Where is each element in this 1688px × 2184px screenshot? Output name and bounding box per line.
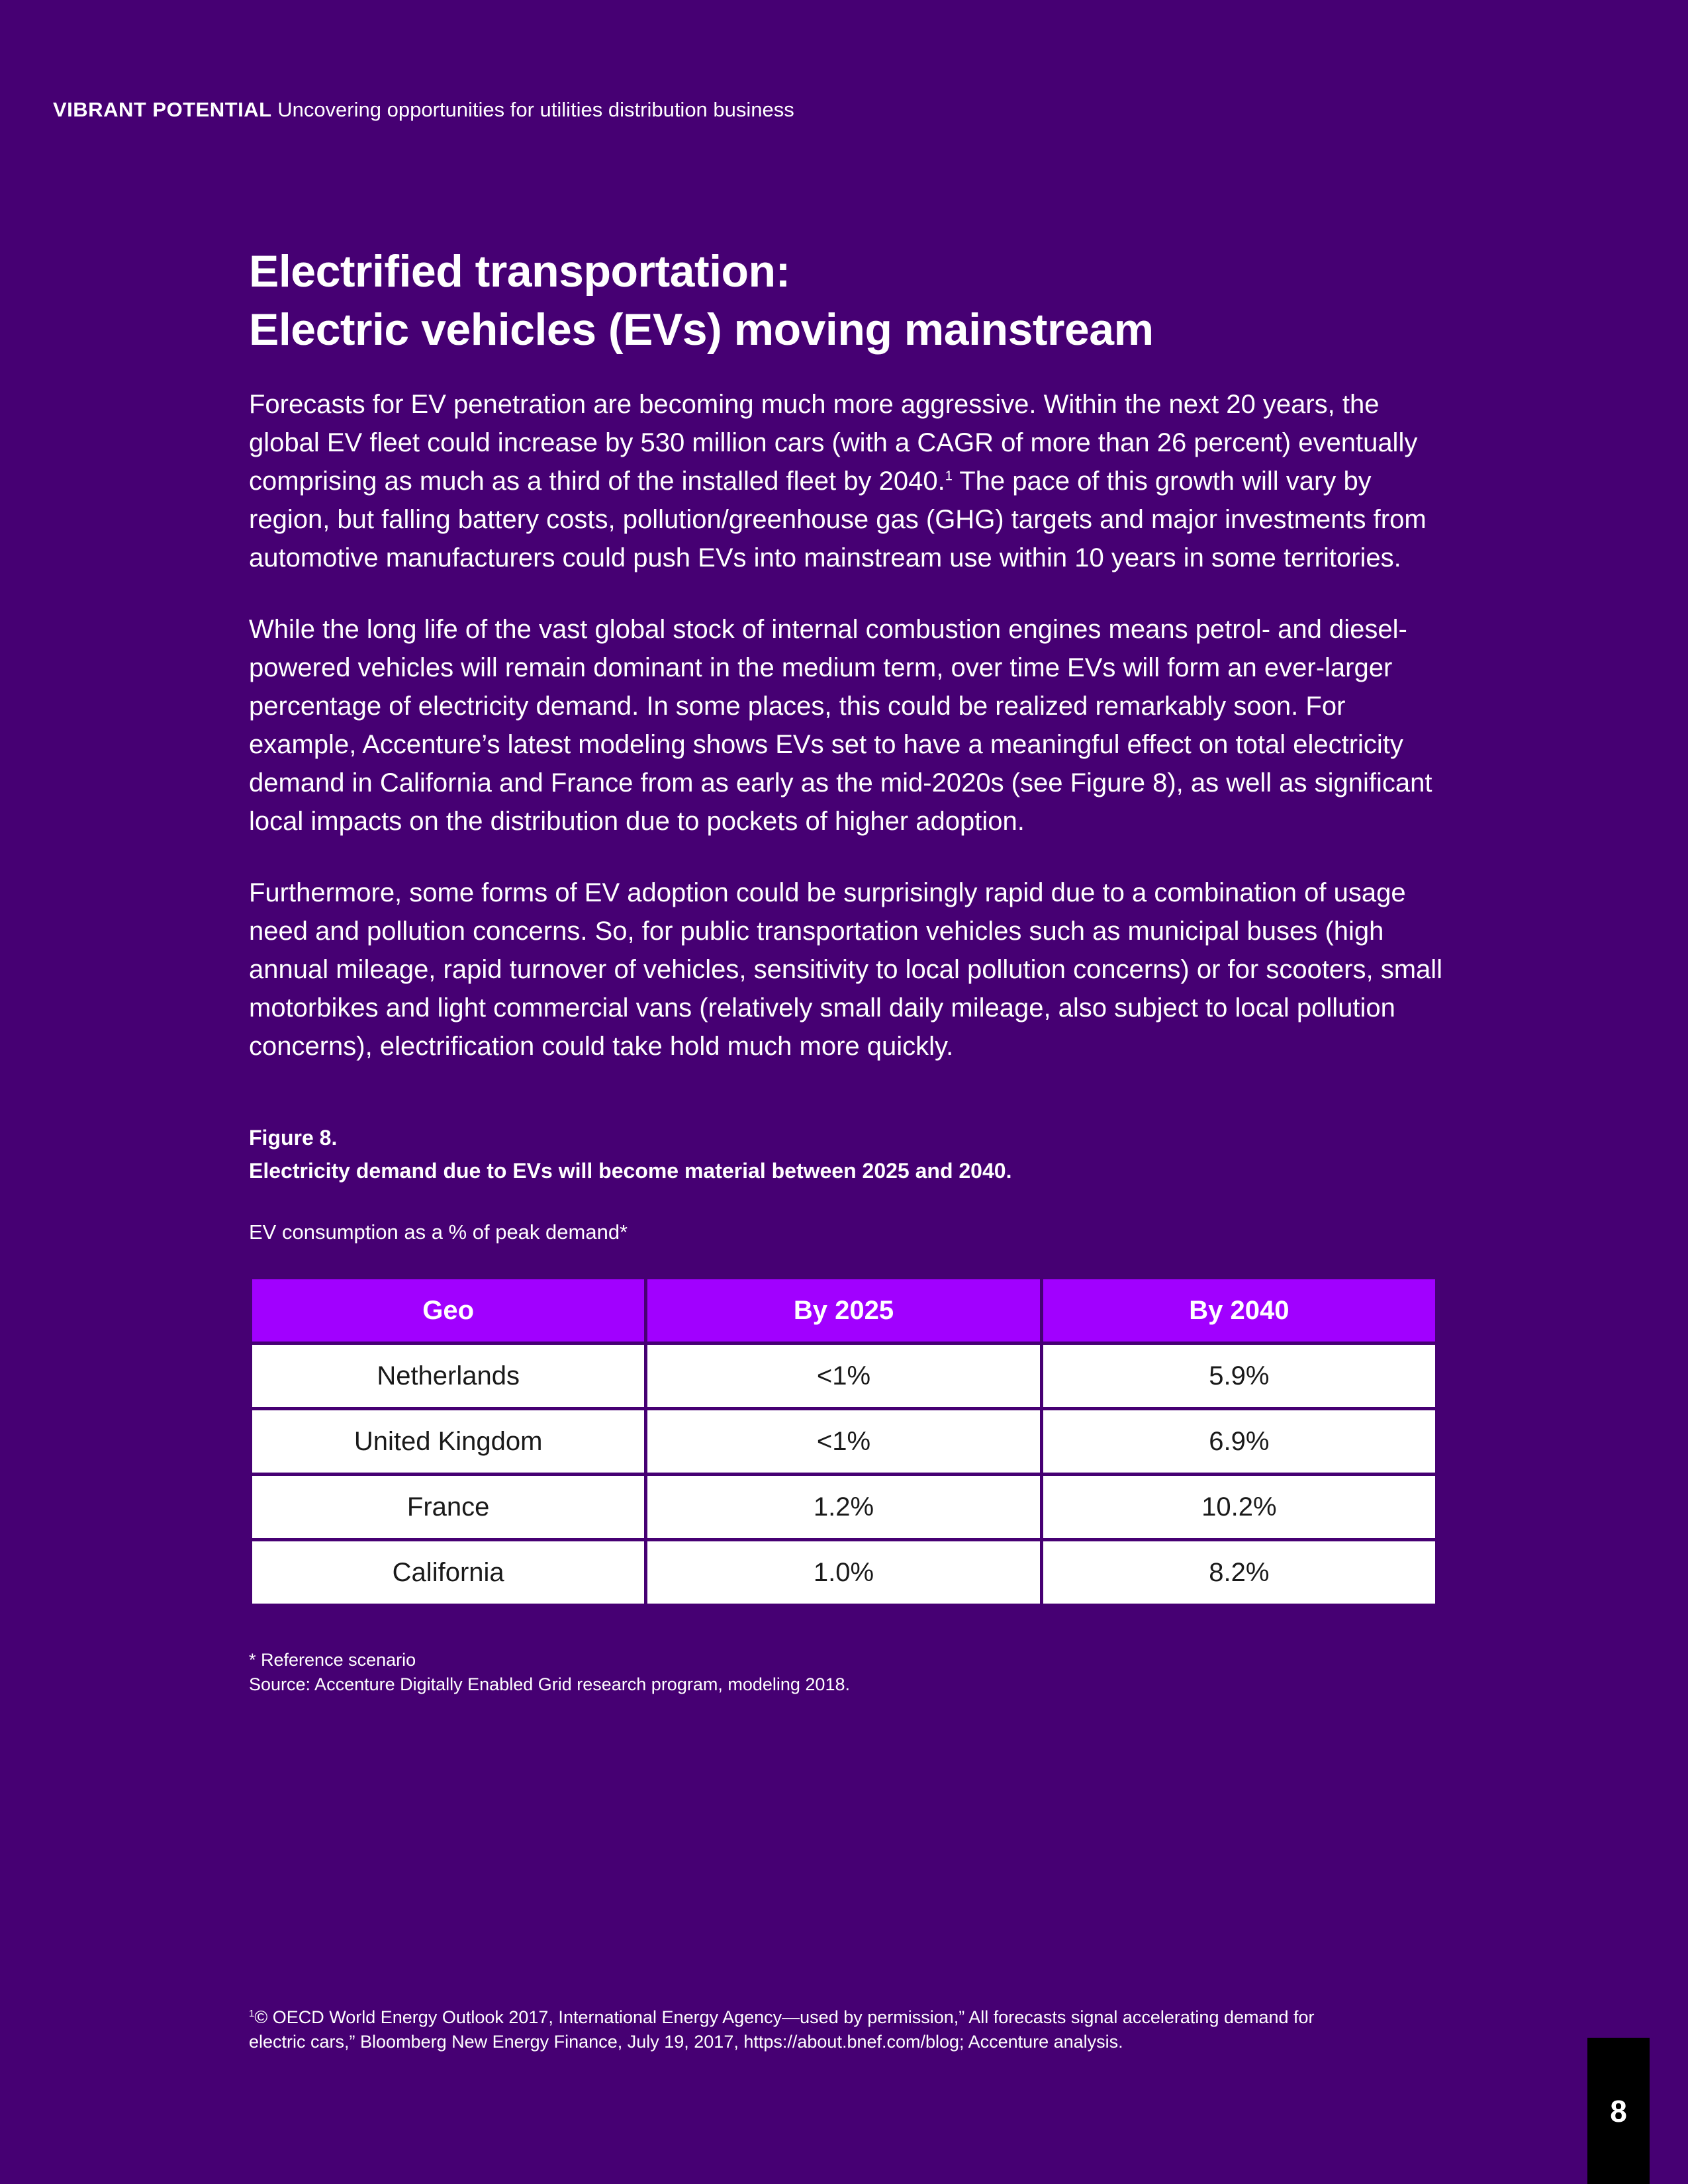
cell-by-2025: <1%	[646, 1409, 1041, 1475]
page-title	[249, 242, 1447, 359]
figure-label: Figure 8.	[249, 1126, 338, 1150]
footnote-reference: 1	[945, 469, 953, 484]
table-row	[251, 1343, 1437, 1409]
cell-by-2025: 1.2%	[646, 1475, 1041, 1540]
cell-geo: France	[251, 1475, 646, 1540]
cell-by-2040: 10.2%	[1041, 1475, 1436, 1540]
reference-note: * Reference scenario	[249, 1650, 416, 1670]
title-line-1: Electrified transportation:	[249, 246, 790, 296]
ev-consumption-table	[249, 1276, 1438, 1607]
page-number: 8	[1610, 2094, 1627, 2128]
source-note: Source: Accenture Digitally Enabled Grid research program, modeling 2018.	[249, 1674, 850, 1694]
figure-subtitle: EV consumption as a % of peak demand*	[249, 1220, 628, 1244]
figure-heading	[249, 1121, 1447, 1187]
figure-caption: Electricity demand due to EVs will become material between 2025 and 2040.	[249, 1159, 1012, 1183]
cell-geo: Netherlands	[251, 1343, 646, 1409]
column-header-by-2040: By 2040	[1041, 1278, 1436, 1343]
footnote-marker: 1	[249, 2008, 255, 2019]
paragraph-forecasts-part-a: Forecasts for EV penetration are becoming much more aggressive. Within the next 20 years, the global EV fleet could increase by 530 million cars (with a CAGR of more than 26 percent) eventually comprising as much as a third of the installed fleet by 2040.	[249, 390, 1418, 496]
table-row	[251, 1540, 1437, 1606]
paragraph-rapid-adoption: Furthermore, some forms of EV adoption could be surprisingly rapid due to a combination of usage need and pollution concerns. So, for public transportation vehicles such as municipal buses (high annual mileage, rapid turnover of vehicles, sensitivity to local pollution concerns) or for scooters, small motorbikes and light commercial vans (relatively small daily mileage, also subject to local pollution concerns), electrification could take hold much more quickly.	[249, 878, 1443, 1061]
header-brand: VIBRANT POTENTIAL	[53, 98, 272, 121]
cell-by-2040: 6.9%	[1041, 1409, 1436, 1475]
figure-notes	[249, 1648, 1447, 1697]
cell-geo: California	[251, 1540, 646, 1606]
table-row	[251, 1409, 1437, 1475]
column-header-geo: Geo	[251, 1278, 646, 1343]
cell-by-2025: <1%	[646, 1343, 1041, 1409]
cell-by-2040: 8.2%	[1041, 1540, 1436, 1606]
cell-by-2025: 1.0%	[646, 1540, 1041, 1606]
paragraph-forecasts	[249, 385, 1447, 577]
header-subtitle: Uncovering opportunities for utilities distribution business	[277, 98, 794, 121]
table-header-row	[251, 1278, 1437, 1343]
footnote-text: © OECD World Energy Outlook 2017, International Energy Agency—used by permission,” All forecasts signal accelerating demand for electric cars,” Bloomberg New Energy Finance, July 19, 2017, https://about.bnef.com/blog; Accenture analysis.	[249, 2007, 1315, 2052]
cell-geo: United Kingdom	[251, 1409, 646, 1475]
footnote	[249, 2005, 1321, 2054]
page-number-tab	[1587, 2038, 1650, 2184]
running-header	[53, 97, 794, 123]
title-line-2: Electric vehicles (EVs) moving mainstream	[249, 304, 1154, 355]
paragraph-combustion-engines: While the long life of the vast global stock of internal combustion engines means petrol- and diesel-powered vehicles will remain dominant in the medium term, over time EVs will form an ever-larger percentage of electricity demand. In some places, this could be realized remarkably soon. For example, Accenture’s latest modeling shows EVs set to have a meaningful effect on total electricity demand in California and France from as early as the mid-2020s (see Figure 8), as well as significant local impacts on the distribution due to pockets of higher adoption.	[249, 615, 1432, 836]
table-row	[251, 1475, 1437, 1540]
main-content	[249, 242, 1447, 1697]
paragraph-forecasts-part-b: The pace of this growth will vary by region, but falling battery costs, pollution/greenhouse gas (GHG) targets and major investments from automotive manufacturers could push EVs into mainstream use within 10 years in some territories.	[249, 467, 1427, 572]
column-header-by-2025: By 2025	[646, 1278, 1041, 1343]
cell-by-2040: 5.9%	[1041, 1343, 1436, 1409]
